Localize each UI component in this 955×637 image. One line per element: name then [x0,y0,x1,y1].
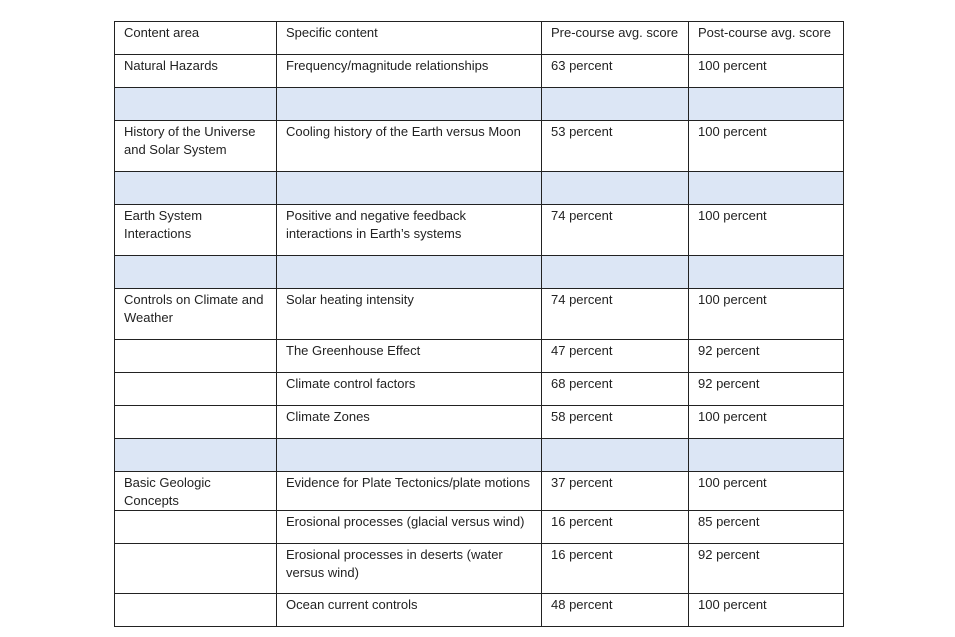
table-row [115,544,844,594]
cell-specific-content: Evidence for Plate Tectonics/plate motions [277,472,542,511]
separator-cell [277,256,542,289]
cell-content-area [115,373,277,406]
cell-content-area [115,406,277,439]
cell-pre-score: 48 percent [542,594,689,627]
cell-pre-score: 16 percent [542,544,689,594]
table-row [115,594,844,627]
cell-content-area [115,511,277,544]
separator-row [115,172,844,205]
cell-specific-content: Frequency/magnitude relationships [277,55,542,88]
cell-specific-content: Positive and negative feedback interactions in Earth’s systems [277,205,542,256]
cell-post-score: 92 percent [689,373,844,406]
cell-post-score: 100 percent [689,594,844,627]
separator-cell [277,88,542,121]
separator-cell [689,88,844,121]
cell-content-area [115,594,277,627]
table-row [115,340,844,373]
header-content-area: Content area [115,22,277,55]
content-scores-table [114,21,844,627]
cell-specific-content: Ocean current controls [277,594,542,627]
cell-pre-score: 63 percent [542,55,689,88]
cell-post-score: 100 percent [689,205,844,256]
cell-post-score: 100 percent [689,406,844,439]
cell-post-score: 100 percent [689,472,844,511]
separator-cell [115,172,277,205]
separator-row [115,256,844,289]
cell-specific-content: Erosional processes in deserts (water versus wind) [277,544,542,594]
separator-cell [277,439,542,472]
cell-content-area: Natural Hazards [115,55,277,88]
cell-pre-score: 16 percent [542,511,689,544]
cell-pre-score: 74 percent [542,205,689,256]
cell-content-area: Earth System Interactions [115,205,277,256]
separator-row [115,88,844,121]
cell-pre-score: 68 percent [542,373,689,406]
separator-cell [542,256,689,289]
cell-content-area: Basic Geologic Concepts [115,472,277,511]
cell-pre-score: 74 percent [542,289,689,340]
cell-specific-content: Solar heating intensity [277,289,542,340]
header-row [115,22,844,55]
cell-pre-score: 37 percent [542,472,689,511]
cell-post-score: 100 percent [689,289,844,340]
table-row [115,55,844,88]
table-row [115,121,844,172]
cell-specific-content: The Greenhouse Effect [277,340,542,373]
separator-cell [689,439,844,472]
cell-content-area: Controls on Climate and Weather [115,289,277,340]
separator-cell [115,439,277,472]
separator-cell [542,172,689,205]
cell-content-area [115,544,277,594]
cell-post-score: 100 percent [689,121,844,172]
separator-cell [689,172,844,205]
cell-content-area: History of the Universe and Solar System [115,121,277,172]
cell-pre-score: 58 percent [542,406,689,439]
table-row [115,406,844,439]
separator-cell [277,172,542,205]
cell-specific-content: Cooling history of the Earth versus Moon [277,121,542,172]
cell-specific-content: Climate Zones [277,406,542,439]
cell-content-area [115,340,277,373]
cell-post-score: 92 percent [689,340,844,373]
header-post-course-score: Post-course avg. score [689,22,844,55]
cell-specific-content: Climate control factors [277,373,542,406]
cell-specific-content: Erosional processes (glacial versus wind) [277,511,542,544]
separator-cell [689,256,844,289]
separator-cell [115,88,277,121]
cell-pre-score: 47 percent [542,340,689,373]
header-specific-content: Specific content [277,22,542,55]
separator-cell [115,256,277,289]
separator-row [115,439,844,472]
table-row [115,289,844,340]
header-pre-course-score: Pre-course avg. score [542,22,689,55]
cell-pre-score: 53 percent [542,121,689,172]
separator-cell [542,88,689,121]
table-row [115,373,844,406]
separator-cell [542,439,689,472]
cell-post-score: 85 percent [689,511,844,544]
table-row [115,205,844,256]
cell-post-score: 100 percent [689,55,844,88]
table-row [115,511,844,544]
cell-post-score: 92 percent [689,544,844,594]
table-row [115,472,844,511]
